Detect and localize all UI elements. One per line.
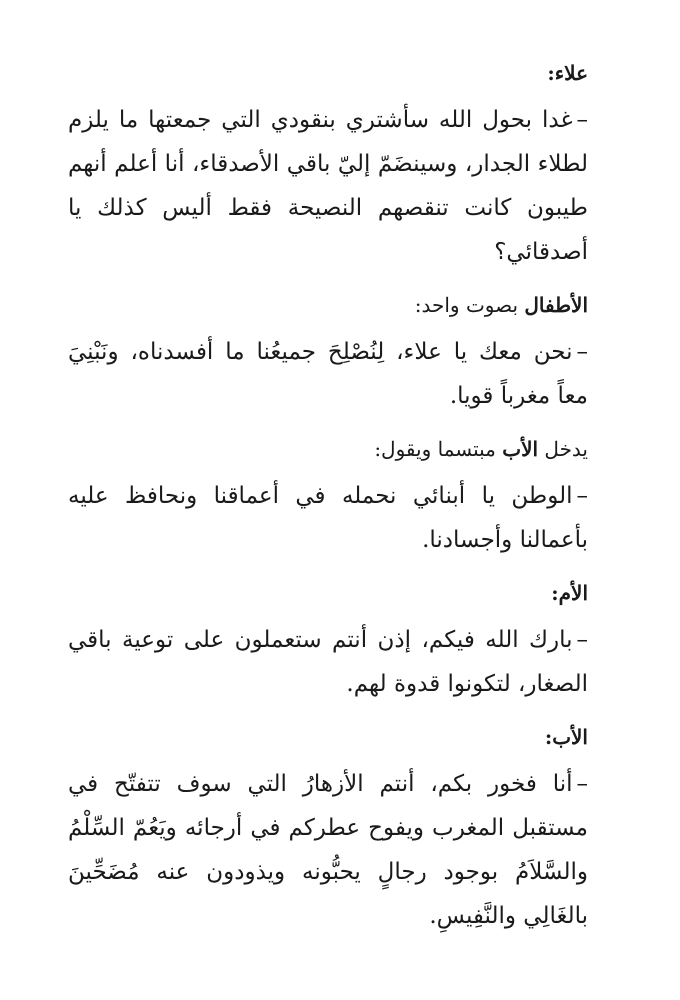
dialogue-dash: – (576, 339, 588, 365)
dialogue-block-father-enters (68, 432, 588, 562)
dialogue-text: نحن معك يا علاء، لِنُصْلِحَ جميعُنا ما أفسدناه، ونَبْنِيَ معاً مغرباً قويا. (68, 339, 588, 409)
dialogue-dash: – (576, 483, 588, 509)
speaker-label (68, 576, 588, 610)
dialogue-dash: – (576, 627, 588, 653)
dialogue-dash: – (576, 771, 588, 797)
speaker-name: الأم: (551, 581, 588, 605)
dialogue-block-alaa (68, 56, 588, 274)
speaker-label (68, 720, 588, 754)
speaker-name: علاء: (547, 61, 588, 85)
dialogue-text: غدا بحول الله سأشتري بنقودي التي جمعتها ما يلزم لطلاء الجدار، وسينضَمّ إليّ باقي الأصدقاء، أنا أعلم أنهم طيبون كانت تنقصهم النصيحة فقط أليس كذلك يا أصدقائي؟ (68, 107, 588, 265)
dialogue-block-children (68, 288, 588, 418)
dialogue-block-father (68, 720, 588, 938)
dialogue-dash: – (576, 107, 588, 133)
speaker-label (68, 432, 588, 466)
speaker-label (68, 56, 588, 90)
speaker-direction-pre: يدخل (538, 437, 588, 461)
dialogue-line (68, 762, 588, 938)
speaker-label (68, 288, 588, 322)
dialogue-block-mother (68, 576, 588, 706)
dialogue-text: أنا فخور بكم، أنتم الأزهارُ التي سوف تتفتّح في مستقبل المغرب ويفوح عطركم في أرجائه ويَعُمّ السِّلْمُ والسَّلاَمُ بوجود رجالٍ يحبُّونه ويذودون عنه مُضَحِّينَ بالغَالِي والنَّفِيسِ. (68, 771, 588, 929)
dialogue-line (68, 618, 588, 706)
speaker-name: الأب (502, 437, 539, 461)
dialogue-text: الوطن يا أبنائي نحمله في أعماقنا ونحافظ عليه بأعمالنا وأجسادنا. (68, 483, 588, 553)
speaker-direction: مبتسما ويقول: (374, 437, 503, 461)
dialogue-text: بارك الله فيكم، إذن أنتم ستعملون على توعية باقي الصغار، لتكونوا قدوة لهم. (68, 627, 588, 697)
dialogue-line (68, 98, 588, 274)
dialogue-line (68, 330, 588, 418)
speaker-name: الأب: (544, 725, 588, 749)
speaker-name: الأطفال (524, 293, 588, 317)
speaker-direction: بصوت واحد: (414, 293, 525, 317)
dialogue-line (68, 474, 588, 562)
